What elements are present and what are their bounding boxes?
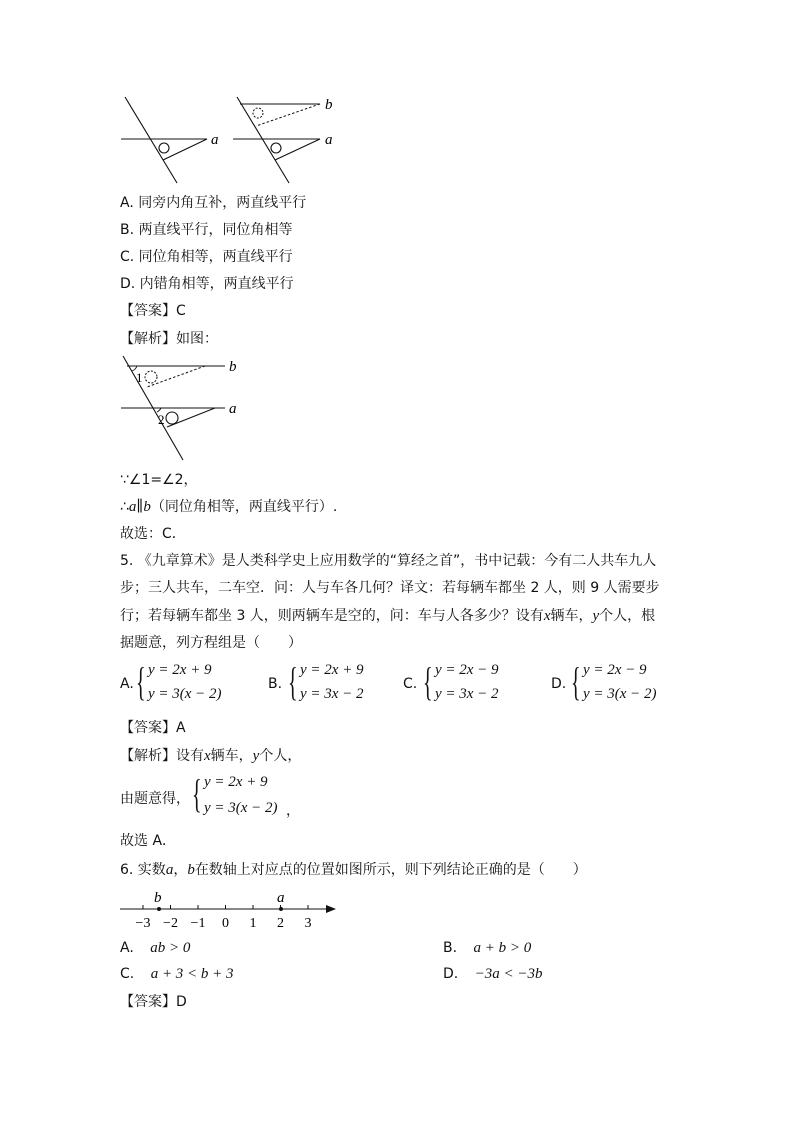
option-label: C. (403, 676, 418, 692)
q5-answer: 【答案】A (120, 720, 186, 736)
var-a: a (165, 862, 174, 878)
q5-analysis (120, 743, 301, 769)
q5-stem-line-3 (120, 603, 655, 629)
option-label: B. (443, 940, 458, 956)
parallel-lines-figure (115, 93, 340, 185)
q5-choose: 故选 A． (120, 833, 177, 849)
q5-text: 个人，根 (599, 608, 656, 624)
option-expr: a + 3 < b + 3 (150, 966, 234, 982)
point-b-label: b (154, 890, 162, 906)
equation-2: y = 3x − 2 (300, 686, 364, 702)
q5-stem-line-2: 步；三人共车，二车空．问：人与车各几何？译文：若每辆车都坐 2 人，则 9 人需要步 (120, 580, 660, 596)
option-expr: a + b > 0 (473, 940, 532, 956)
equation-2: y = 3(x − 2) (148, 686, 222, 702)
point-b (157, 907, 161, 911)
brace: { (136, 659, 146, 704)
q4-option-b: B. 两直线平行，同位角相等 (120, 222, 293, 238)
axis-tick-label: −2 (163, 916, 178, 931)
angle-2-label: 2 (158, 412, 165, 427)
option-expr: −3a < −3b (474, 966, 543, 982)
option-label: C. (120, 966, 135, 982)
equation-2: y = 3x − 2 (435, 686, 499, 702)
analysis-a-label: a (229, 401, 237, 417)
axis-tick-label: 1 (249, 916, 257, 931)
q4-reason-2 (120, 494, 337, 520)
q6-option-a (120, 940, 190, 957)
q4-reason-1: ∵∠1=∠2， (120, 472, 198, 488)
q5-system (120, 772, 320, 824)
q6-text: 在数轴上对应点的位置如图所示，则下列结论正确的是（ ） (194, 862, 587, 878)
parallel-expr: a∥b (128, 499, 151, 515)
reason-text: （同位角相等，两直线平行）. (150, 499, 338, 515)
q6-answer: 【答案】D (120, 994, 187, 1010)
q6-stem (120, 857, 587, 883)
axis-tick-label: −3 (135, 916, 151, 931)
equation-1: y = 2x − 9 (435, 662, 499, 678)
q4-option-c: C. 同位角相等，两直线平行 (120, 249, 293, 265)
brace: { (288, 659, 298, 704)
q6-option-d (443, 966, 543, 983)
brace: { (423, 659, 433, 704)
axis-tick-label: 2 (277, 916, 284, 931)
axis-tick-label: 0 (222, 916, 229, 931)
q4-analysis-label: 【解析】如图： (120, 331, 218, 347)
option-label: A. (120, 676, 134, 692)
option-expr: ab > 0 (150, 940, 191, 956)
equation-2: y = 3(x − 2) (583, 686, 657, 702)
q4-option-a: A. 同旁内角互补，两直线平行 (120, 195, 307, 211)
equation-1: y = 2x + 9 (148, 662, 212, 678)
q4-option-d: D. 内错角相等，两直线平行 (120, 276, 294, 292)
option-label: D. (551, 676, 567, 692)
q5-text: 辆车， (550, 608, 593, 624)
therefore-symbol: ∴ (120, 499, 129, 515)
q5-text: 行；若每辆车都坐 3 人，则两辆车是空的，问：车与人各多少？设有 (120, 608, 544, 624)
q5-stem-line-4: 据题意，列方程组是（ ） (120, 635, 302, 651)
var-y: y (592, 608, 600, 624)
system-equation-2: y = 3(x − 2) (204, 800, 278, 816)
point-a (279, 907, 283, 911)
point-a-label: a (277, 890, 285, 906)
line-b-label: b (325, 97, 333, 113)
equation-1: y = 2x + 9 (300, 662, 364, 678)
angle-1-label: 1 (136, 370, 143, 385)
var-b: b (187, 862, 195, 878)
var-x: x (204, 748, 211, 764)
option-label: A. (120, 940, 134, 956)
q5-text: 个人， (259, 748, 302, 764)
axis-tick-label: 3 (304, 916, 312, 931)
q5-text: 辆车， (210, 748, 253, 764)
number-line (118, 885, 343, 933)
q5-text: 【解析】设有 (120, 748, 204, 764)
q4-answer: 【答案】C (120, 303, 186, 319)
line-a-label-2: a (325, 132, 333, 148)
q4-choose: 故选：C． (120, 526, 186, 542)
system-equation-1: y = 2x + 9 (204, 774, 268, 790)
var-y: y (252, 748, 260, 764)
brace: { (192, 771, 202, 816)
q5-stem-line-1: 5. 《九章算术》是人类科学史上应用数学的“算经之首”，书中记载：今有二人共车九人 (120, 553, 657, 569)
q6-text: ， (173, 862, 188, 878)
q6-option-b (443, 940, 531, 957)
q6-option-c (120, 966, 234, 983)
system-suffix: ， (286, 803, 300, 819)
analysis-figure (115, 352, 245, 464)
analysis-b-label: b (229, 359, 237, 375)
equation-1: y = 2x − 9 (583, 662, 647, 678)
option-label: B. (268, 676, 283, 692)
line-a-label: a (211, 132, 219, 148)
axis-tick-label: −1 (190, 916, 206, 931)
system-prefix: 由题意得， (120, 791, 190, 807)
option-label: D. (443, 966, 459, 982)
brace: { (571, 659, 581, 704)
q6-text: 6. 实数 (120, 862, 166, 878)
var-x: x (543, 608, 551, 624)
